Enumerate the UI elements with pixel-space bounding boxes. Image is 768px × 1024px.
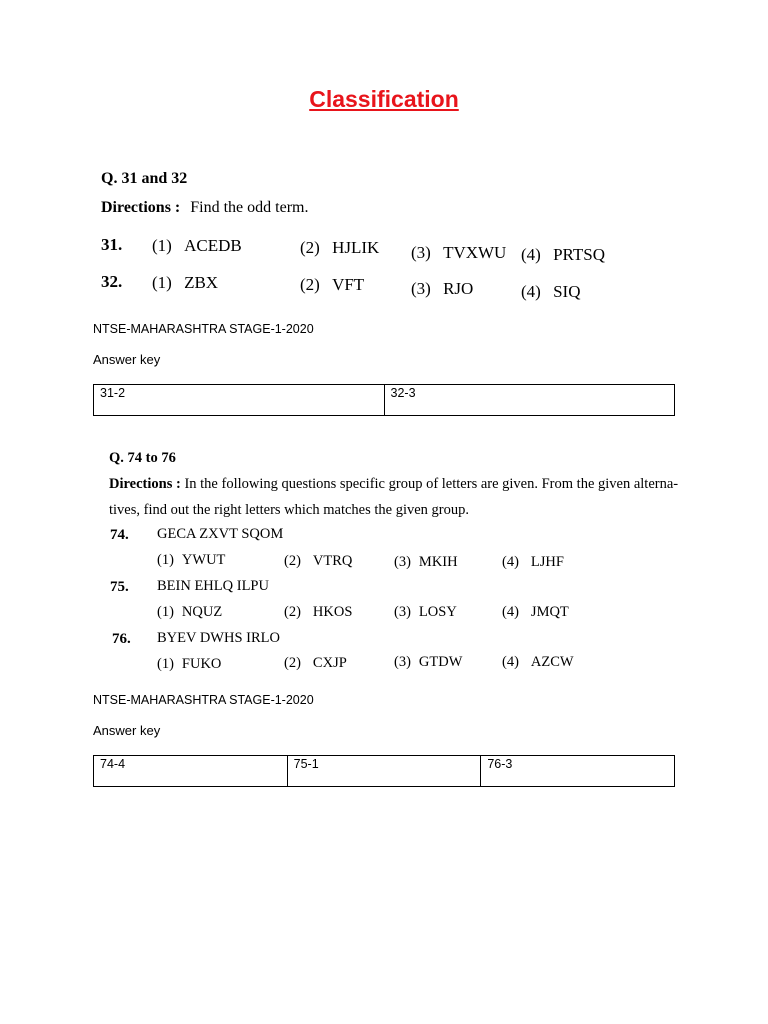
question-31 — [101, 235, 122, 255]
question-31-option-3 — [411, 243, 506, 263]
section2-answer-table — [93, 755, 675, 787]
question-number: 32. — [101, 272, 123, 291]
option-text: TVXWU — [443, 243, 507, 262]
section1-directions-label: Directions : — [101, 199, 181, 216]
option-text: RJO — [443, 279, 474, 298]
question-32-option-1 — [152, 273, 218, 293]
option-text: SIQ — [553, 282, 581, 301]
section1-answer-table — [93, 384, 675, 416]
question-32-option-2 — [300, 275, 364, 295]
option-label: (3) — [411, 279, 431, 298]
option-label: (1) — [157, 604, 174, 620]
option-label: (4) — [502, 654, 519, 670]
option-label: (2) — [300, 275, 320, 294]
question-75-option-4 — [502, 604, 569, 621]
answer-cell: 32-3 — [384, 385, 675, 416]
question-31-option-1 — [152, 236, 242, 256]
option-text: LJHF — [530, 554, 564, 570]
option-label: (4) — [502, 604, 519, 620]
option-label: (3) — [394, 554, 411, 570]
option-text: ACEDB — [184, 236, 242, 255]
question-31-option-4 — [521, 245, 605, 265]
section1-answer-key-label: Answer key — [93, 352, 161, 367]
question-76-option-1 — [157, 656, 221, 673]
option-text: JMQT — [530, 604, 569, 620]
option-text: YWUT — [181, 552, 226, 568]
answer-cell: 74-4 — [94, 756, 288, 787]
option-label: (2) — [284, 655, 301, 671]
option-text: LOSY — [418, 604, 457, 620]
section1-directions — [101, 199, 308, 217]
question-31-option-2 — [300, 238, 379, 258]
question-75-group: BEIN EHLQ ILPU — [157, 578, 269, 594]
question-74-option-1 — [157, 552, 225, 569]
question-76-group: BYEV DWHS IRLO — [157, 630, 280, 646]
option-text: PRTSQ — [553, 245, 605, 264]
question-32-option-3 — [411, 279, 473, 299]
question-number: 75. — [110, 579, 129, 595]
option-text: HJLIK — [332, 238, 380, 257]
section2-directions-text: In the following questions specific group of letters are given. From the given alterna- — [184, 476, 679, 492]
option-text: NQUZ — [181, 604, 223, 620]
section2-answer-key-label: Answer key — [93, 723, 161, 738]
answer-cell: 31-2 — [94, 385, 385, 416]
option-label: (1) — [157, 656, 174, 672]
question-75-option-2 — [284, 604, 352, 621]
option-text: MKIH — [418, 554, 458, 570]
option-label: (1) — [152, 273, 172, 292]
option-text: AZCW — [530, 654, 574, 670]
table-row — [94, 385, 675, 416]
option-label: (4) — [521, 245, 541, 264]
question-74-group: GECA ZXVT SQOM — [157, 526, 284, 542]
option-text: VTRQ — [312, 553, 353, 569]
answer-cell: 75-1 — [287, 756, 481, 787]
question-number: 76. — [112, 631, 131, 647]
answer-cell: 76-3 — [481, 756, 675, 787]
question-74-option-2 — [284, 553, 352, 570]
page-title: Classification — [309, 86, 459, 112]
question-number: 74. — [110, 527, 129, 543]
section2-directions-label: Directions : — [109, 476, 181, 492]
question-number: 31. — [101, 235, 123, 254]
section1-directions-text: Find the odd term. — [190, 199, 309, 216]
question-74-option-3 — [394, 554, 458, 571]
question-74 — [110, 527, 129, 544]
option-label: (2) — [300, 238, 320, 257]
question-76 — [112, 631, 131, 648]
section2-source: NTSE-MAHARASHTRA STAGE-1-2020 — [93, 693, 314, 707]
option-label: (2) — [284, 604, 301, 620]
option-text: FUKO — [181, 656, 222, 672]
question-32 — [101, 272, 122, 292]
question-75-option-1 — [157, 604, 222, 621]
section2-directions-line1 — [109, 476, 678, 493]
option-label: (1) — [152, 236, 172, 255]
question-76-option-3 — [394, 654, 462, 671]
section1-source: NTSE-MAHARASHTRA STAGE-1-2020 — [93, 322, 314, 336]
question-75 — [110, 579, 129, 596]
section2-heading: Q. 74 to 76 — [109, 450, 176, 466]
option-text: ZBX — [184, 273, 219, 292]
question-76-option-4 — [502, 654, 574, 671]
option-text: GTDW — [418, 654, 463, 670]
option-text: HKOS — [312, 604, 353, 620]
option-label: (4) — [521, 282, 541, 301]
table-row — [94, 756, 675, 787]
question-74-option-4 — [502, 554, 564, 571]
option-label: (3) — [394, 654, 411, 670]
option-label: (4) — [502, 554, 519, 570]
option-label: (1) — [157, 552, 174, 568]
option-text: CXJP — [312, 655, 347, 671]
section1-heading: Q. 31 and 32 — [101, 170, 188, 187]
question-75-option-3 — [394, 604, 457, 621]
option-label: (3) — [394, 604, 411, 620]
section2-directions-line2: tives, find out the right letters which matches the given group. — [109, 502, 470, 518]
question-76-option-2 — [284, 655, 347, 672]
option-text: VFT — [332, 275, 365, 294]
option-label: (3) — [411, 243, 431, 262]
question-32-option-4 — [521, 282, 580, 302]
option-label: (2) — [284, 553, 301, 569]
